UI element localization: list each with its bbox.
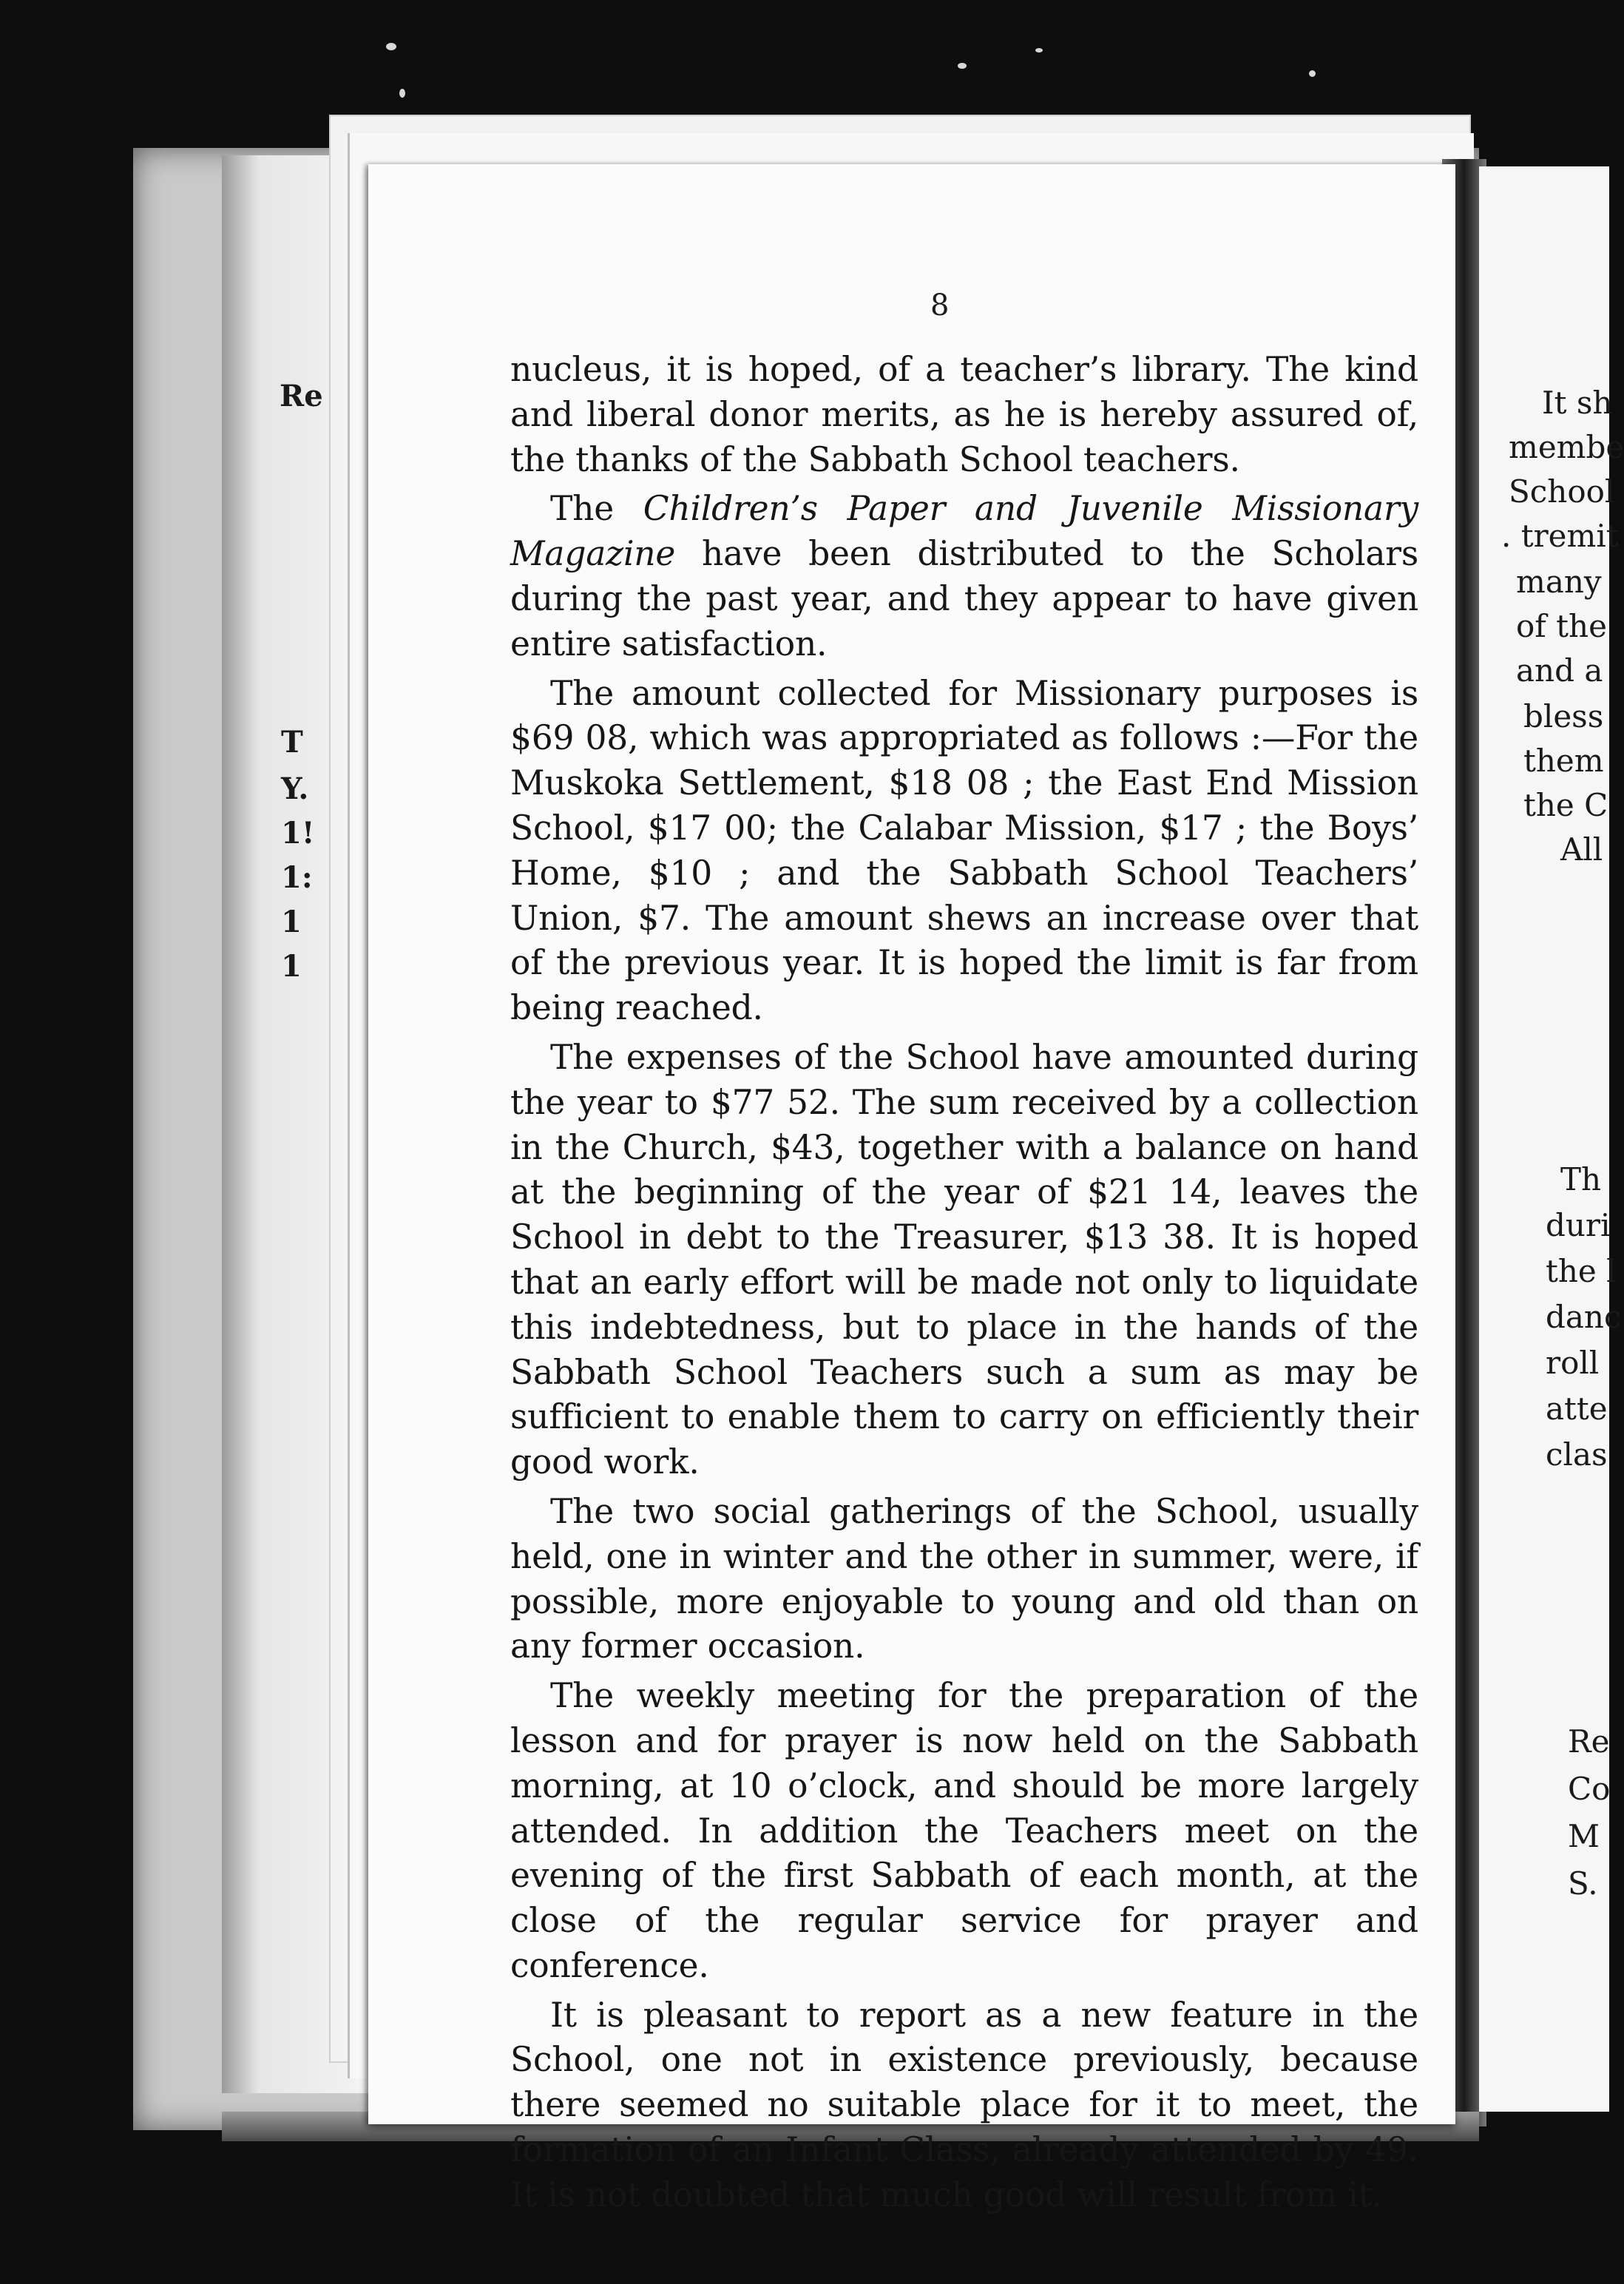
dust-speck	[1309, 70, 1316, 77]
right-edge-text: duri	[1546, 1207, 1611, 1243]
right-edge-text: School	[1509, 473, 1615, 510]
right-edge-text: the C	[1523, 787, 1608, 823]
left-edge-text: 1	[281, 949, 302, 984]
right-edge-text: and a	[1516, 652, 1603, 689]
paragraph-childrens-paper	[510, 487, 1418, 666]
left-edge-text: 1:	[281, 860, 313, 895]
right-edge-text: bless	[1523, 698, 1604, 734]
left-edge-text: Y.	[281, 771, 309, 806]
right-edge-text: danc	[1546, 1299, 1622, 1335]
dust-speck	[1035, 48, 1043, 53]
right-edge-text: It sh	[1542, 385, 1613, 421]
left-edge-text: Re	[280, 379, 323, 413]
right-edge-text: . tremit	[1501, 518, 1619, 554]
right-edge-text: membe	[1509, 429, 1624, 465]
dust-speck	[958, 63, 967, 69]
page-number: 8	[930, 288, 950, 322]
left-edge-text: 1!	[281, 816, 315, 851]
dust-speck	[399, 89, 405, 98]
magazine-title: Children’s Paper and Juvenile Missionary Magazine	[510, 489, 1418, 574]
paragraph-expenses: The expenses of the School have amounted during the year to $77 52. The sum received by a collection in the Church, $43, together with a balance on hand at the beginning of the year of $21 14, leaves the School in debt to the Treasurer, $13 38. It is hoped that an early effort will be made not only to liquidate this indebtedness, but to place in the hands of the Sabbath School Teachers such a sum as may be sufficient to enable them to carry on efficiently their good work.	[510, 1037, 1418, 1482]
left-edge-text: 1	[281, 905, 302, 939]
dust-speck	[386, 43, 396, 50]
right-edge-text: many	[1516, 564, 1602, 600]
paragraph-text-end: have been distributed to the Scholars during the past year, and they appear to have given entire satisfaction.	[510, 534, 1418, 663]
body-text	[510, 348, 1418, 2218]
paragraph-social-gatherings: The two social gatherings of the School, usually held, one in winter and the other in summer, were, if possible, more enjoyable to young and old than on any former occasion.	[510, 1491, 1418, 1666]
right-edge-text: roll	[1546, 1345, 1600, 1381]
paragraph-weekly-meeting: The weekly meeting for the preparation of the lesson and for prayer is now held on the Sabbath morning, at 10 o’clock, and should be more largely attended. In addition the Teachers meet on the evening of the first Sabbath of each month, at the close of the regular service for prayer and conference.	[510, 1676, 1418, 1985]
paragraph-infant-class: It is pleasant to report as a new feature in the School, one not in existence previously, because there seemed no suitable place for it to meet, the formation of an Infant Class, already attended by 49. It is not doubted that much good will result from it.	[510, 1995, 1418, 2214]
right-edge-text: clas	[1546, 1436, 1608, 1473]
right-edge-text: Co	[1568, 1771, 1611, 1807]
paragraph-missionary-amount: The amount collected for Missionary purposes is $69 08, which was appropriated as follows :—For the Muskoka Settlement, $18 08 ; the East End Mission School, $17 00; the Calabar Mission, $17 ; the Boys’ Home, $10 ; and the Sabbath School Teachers’ Union, $7. The amount shews an increase over that of the previous year. It is hoped the limit is far from being reached.	[510, 673, 1418, 1028]
right-edge-text: Re	[1568, 1723, 1610, 1760]
right-edge-text: of the	[1516, 608, 1607, 644]
right-edge-text: them	[1523, 743, 1604, 779]
right-edge-text: M	[1568, 1818, 1600, 1854]
right-edge-text: the l	[1546, 1253, 1617, 1289]
paragraph-library: nucleus, it is hoped, of a teacher’s library. The kind and liberal donor merits, as he is hereby assured of, the thanks of the Sabbath School teachers.	[510, 350, 1418, 479]
right-edge-text: S.	[1568, 1865, 1598, 1902]
left-edge-text: T	[281, 725, 303, 760]
paragraph-text-start: The	[550, 489, 643, 529]
right-edge-text: Th	[1560, 1161, 1602, 1197]
right-edge-text: atte	[1546, 1391, 1608, 1427]
right-edge-text: All	[1560, 831, 1603, 868]
